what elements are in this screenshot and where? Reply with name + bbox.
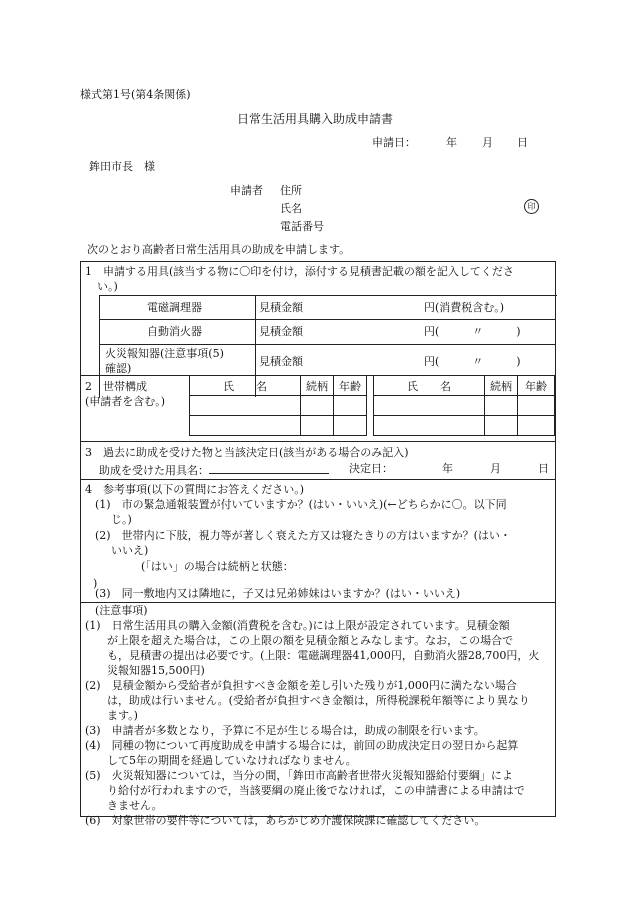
item-price-label: 見積金額 — [259, 355, 303, 368]
note-line: きません。 — [85, 799, 163, 812]
section2-heading-1: 2 世帯構成 — [85, 380, 147, 393]
note-line: (3) 申請者が多数となり，予算に不足が生じる場合は，助成の制限を行います。 — [85, 724, 485, 737]
item-price-unit: 円( 〃 ) — [424, 325, 521, 338]
note-line: (5) 火災報知器については，当分の間，「鉾田市高齢者世帯火災報知器給付要綱」によ — [85, 769, 513, 782]
col-name: 氏 名 — [374, 376, 485, 396]
date-day: 日 — [517, 136, 528, 149]
item-price-label: 見積金額 — [259, 325, 303, 338]
col-name: 氏 名 — [190, 376, 301, 396]
question-1-cont: じ。) — [111, 513, 132, 526]
section1-heading-1: 1 申請する用具(該当する物に〇印を付け，添付する見積書記載の額を記入してくださ — [85, 265, 514, 278]
section2-heading-2: (申請者を含む。) — [85, 395, 166, 408]
question-2-cont: いいえ) — [111, 544, 149, 557]
note-line: (6) 対象世帯の要件等については，あらかじめ介護保険課に確認してください。 — [85, 814, 486, 827]
note-line: (2) 見積金額から受給者が負担すべき金額を差し引いた残りが1,000円に満たない場合 — [85, 679, 517, 692]
note-line: 災報知器15,500円) — [85, 664, 205, 677]
household-table-left — [189, 375, 367, 436]
past-item-row — [99, 461, 329, 478]
intro-text: 次のとおり高齢者日常生活用具の助成を申請します。 — [87, 243, 351, 256]
applicant-name-label: 氏名 — [280, 202, 302, 215]
section3-heading: 3 過去に助成を受けた物と当該決定日(該当がある場合のみ記入) — [85, 446, 409, 459]
decision-year: 年 — [442, 462, 453, 475]
item-name: 電磁調理器 — [147, 301, 202, 314]
past-item-field[interactable] — [209, 461, 329, 474]
col-age: 年齢 — [334, 376, 367, 396]
decision-date-label: 決定日： — [349, 462, 393, 475]
question-2-close: ) — [93, 577, 98, 590]
note-line: ます。) — [85, 709, 138, 722]
addressee: 鉾田市長 様 — [89, 160, 155, 173]
section1-heading-2: い。) — [97, 280, 118, 293]
date-year: 年 — [446, 136, 457, 149]
note-line: も，見積書の提出は必要です。(上限：電磁調理器41,000円，自動消火器28,700円，火 — [85, 649, 540, 662]
question-1: (1) 市の緊急通報装置が付いていますか？(はい・いいえ)(←どちらかに〇。以下同 — [95, 498, 507, 511]
note-line: (1) 日常生活用具の購入金額(消費税を含む。)には上限が設定されています。見積金額 — [85, 619, 510, 632]
notes-list — [85, 618, 555, 828]
note-line: が上限を超えた場合は，この上限の額を見積金額とみなします。なお，この場合で — [85, 634, 514, 647]
applicant-phone-label: 電話番号 — [280, 220, 324, 233]
application-form-box — [80, 261, 556, 827]
notes-heading: (注意事項) — [95, 604, 148, 617]
col-relation: 続柄 — [301, 376, 334, 396]
question-2-sub: (「はい」の場合は続柄と状態： — [141, 560, 294, 573]
note-line: (4) 同種の物について再度助成を申請する場合には，前回の助成決定日の翌日から起算 — [85, 739, 519, 752]
date-month: 月 — [482, 136, 493, 149]
date-label: 申請日： — [372, 136, 416, 149]
question-2: (2) 世帯内に下肢，視力等が著しく衰えた方又は寝たきりの方はいますか？(はい・ — [95, 529, 511, 542]
applicant-address-label: 住所 — [280, 184, 302, 197]
page-title: 日常生活用具購入助成申請書 — [237, 112, 394, 126]
item-price-unit: 円( 〃 ) — [424, 355, 521, 368]
question-3: (3) 同一敷地内又は隣地に，子又は兄弟姉妹はいますか？(はい・いいえ) — [95, 587, 461, 600]
col-relation: 続柄 — [485, 376, 518, 396]
household-table-right — [373, 375, 555, 436]
item-name: 火災報知器(注意事項(5) — [105, 347, 224, 360]
col-age: 年齢 — [518, 376, 555, 396]
section4-heading: 4 参考事項(以下の質問にお答えください。) — [85, 483, 305, 496]
decision-month: 月 — [490, 462, 501, 475]
item-price-label: 見積金額 — [259, 301, 303, 314]
note-line: して5年の期間を経過していなければなりません。 — [85, 754, 357, 767]
item-name: 自動消火器 — [147, 325, 202, 338]
item-price-unit: 円(消費税含む。) — [424, 301, 505, 314]
note-line: り給付が行われますので，当該要綱の廃止後でなければ，この申請書による申請はで — [85, 784, 525, 797]
note-line: は，助成は行いません。(受給者が負担すべき金額は，所得税課税年額等により異なり — [85, 694, 530, 707]
form-number: 様式第1号(第4条関係) — [80, 88, 191, 101]
seal-icon: 印 — [524, 199, 539, 214]
decision-day: 日 — [538, 462, 549, 475]
item-name-cont: 確認) — [105, 362, 132, 375]
past-item-label: 助成を受けた用具名： — [99, 464, 209, 477]
applicant-label: 申請者 — [230, 184, 263, 197]
